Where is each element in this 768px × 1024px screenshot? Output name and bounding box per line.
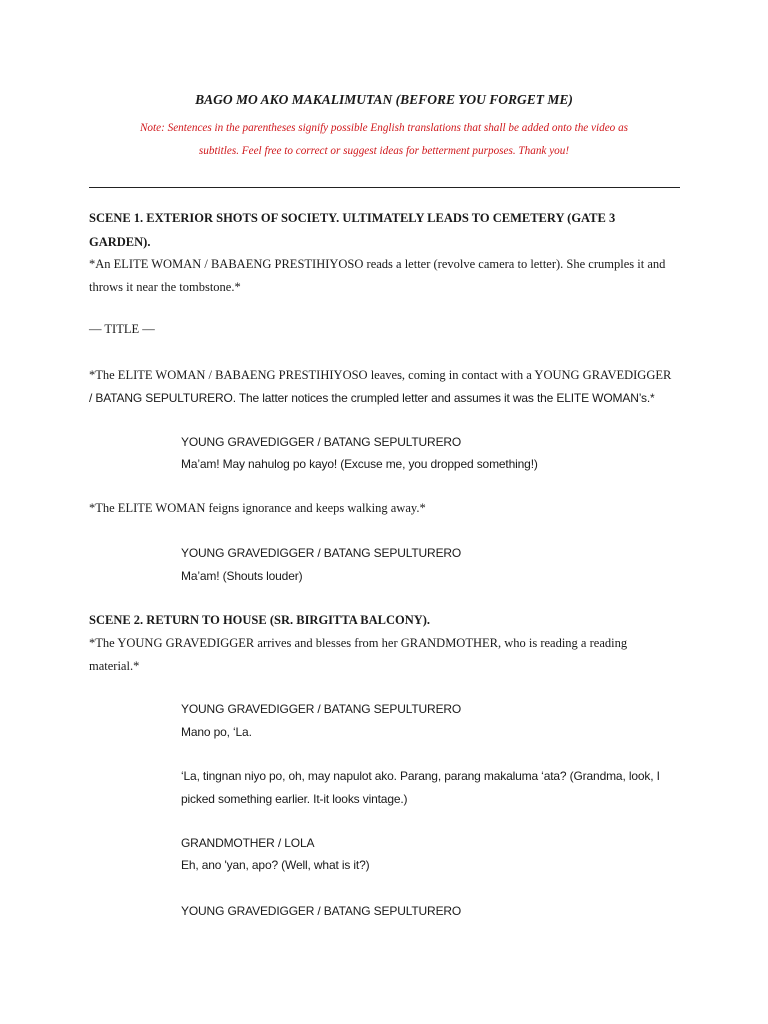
scene1-action-2-line-2: / BATANG SEPULTURERO. The latter notices the crumpled letter and assumes it was the ELITE WOMAN’s.* <box>89 391 655 405</box>
scene1-dialogue-1: Ma’am! May nahulog po kayo! (Excuse me, you dropped something!) <box>181 457 538 471</box>
scene2-dialogue-3: Eh, ano 'yan, apo? (Well, what is it?) <box>181 858 370 872</box>
title-marker: — TITLE — <box>89 322 155 336</box>
translator-note-line-2: subtitles. Feel free to correct or suggest ideas for betterment purposes. Thank you! <box>198 145 570 157</box>
scene1-action-1-line-1: *An ELITE WOMAN / BABAENG PRESTIHIYOSO reads a letter (revolve camera to letter). She crumples it and <box>89 257 666 271</box>
scene1-dialogue-2: Ma’am! (Shouts louder) <box>181 569 303 583</box>
scene1-action-1-line-2: throws it near the tombstone.* <box>89 280 241 294</box>
scene2-dialogue-2-line-2: picked something earlier. It-it looks vintage.) <box>181 792 408 806</box>
scene1-character-1: YOUNG GRAVEDIGGER / BATANG SEPULTURERO <box>181 435 462 449</box>
scene1-heading-line-2: GARDEN). <box>89 235 151 249</box>
scene2-character-3: YOUNG GRAVEDIGGER / BATANG SEPULTURERO <box>181 904 462 918</box>
document-title: BAGO MO AKO MAKALIMUTAN (BEFORE YOU FORGET ME) <box>195 92 573 107</box>
scene2-action-1-line-1: *The YOUNG GRAVEDIGGER arrives and blesses from her GRANDMOTHER, who is reading a reading <box>89 636 628 650</box>
scene2-character-2: GRANDMOTHER / LOLA <box>181 836 315 850</box>
scene2-character-1: YOUNG GRAVEDIGGER / BATANG SEPULTURERO <box>181 702 462 716</box>
translator-note-line-1: Note: Sentences in the parentheses signify possible English translations that shall be added onto the video as <box>139 122 629 134</box>
scene2-action-1-line-2: material.* <box>89 659 140 673</box>
scene2-dialogue-2-line-1: ‘La, tingnan niyo po, oh, may napulot ako. Parang, parang makaluma ‘ata? (Grandma, look, I <box>181 769 660 783</box>
scene2-heading: SCENE 2. RETURN TO HOUSE (SR. BIRGITTA BALCONY). <box>89 613 431 627</box>
scene1-action-2-line-1: *The ELITE WOMAN / BABAENG PRESTIHIYOSO leaves, coming in contact with a YOUNG GRAVEDIGGER <box>89 368 672 382</box>
divider-rule <box>89 187 680 188</box>
scene2-dialogue-1: Mano po, ‘La. <box>181 725 252 739</box>
scene1-heading-line-1: SCENE 1. EXTERIOR SHOTS OF SOCIETY. ULTIMATELY LEADS TO CEMETERY (GATE 3 <box>89 211 616 225</box>
scene1-character-2: YOUNG GRAVEDIGGER / BATANG SEPULTURERO <box>181 546 462 560</box>
scene1-action-3: *The ELITE WOMAN feigns ignorance and keeps walking away.* <box>89 501 426 515</box>
